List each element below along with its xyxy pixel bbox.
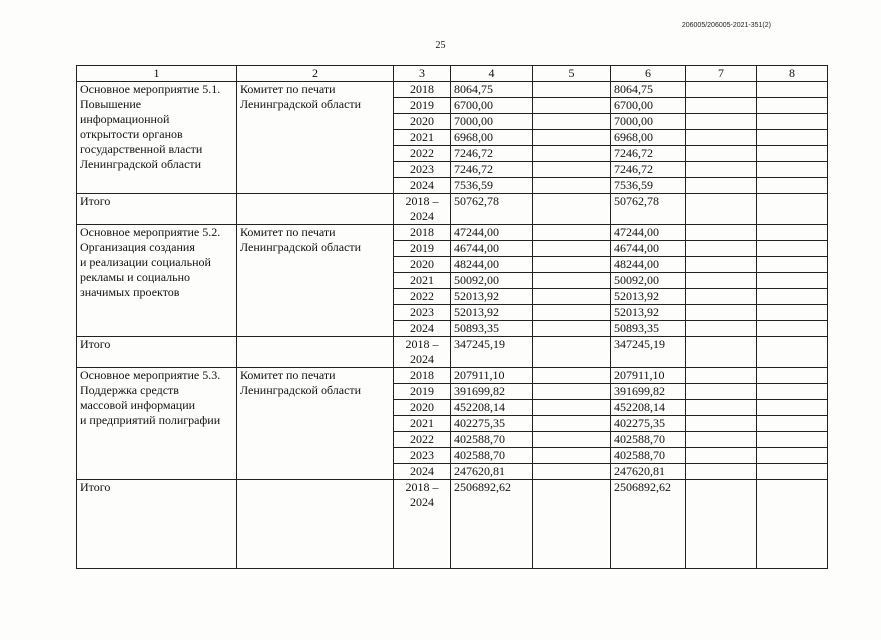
column-header: 4 [451, 66, 533, 82]
amount-col6-cell [611, 305, 686, 321]
amount-total-cell [451, 178, 533, 194]
amount-col6-cell-text: 7000,00 [614, 114, 653, 128]
executor-cell-text: Комитет по печати Ленинградской области [240, 225, 362, 254]
activity-cell-text: Основное мероприятие 5.2. Организация создания и реализации социальной рекламы и социально значимых проектов [80, 225, 221, 299]
amount-total-cell-text: 47244,00 [454, 225, 499, 239]
column-header: 7 [686, 66, 757, 82]
amount-col8-cell [757, 114, 828, 130]
amount-col6-cell [611, 82, 686, 98]
year-cell-text: 2020 [410, 400, 434, 414]
year-cell-text: 2021 [410, 416, 434, 430]
year-cell [394, 146, 451, 162]
amount-col6-cell-text: 207911,10 [614, 368, 665, 382]
amount-col6-cell [611, 98, 686, 114]
amount-col7-cell [686, 98, 757, 114]
amount-col6-cell-text: 52013,92 [614, 289, 659, 303]
column-number-row [77, 66, 828, 82]
amount-col8-cell [757, 432, 828, 448]
total-amount-cell [451, 337, 533, 368]
amount-col5-cell [533, 130, 611, 146]
total-col5-cell [533, 194, 611, 225]
total-amount-cell-text: 347245,19 [454, 337, 505, 351]
amount-col8-cell [757, 130, 828, 146]
year-cell-text: 2018 [410, 82, 434, 96]
amount-col6-cell [611, 448, 686, 464]
amount-total-cell [451, 162, 533, 178]
total-col8-cell [757, 480, 828, 569]
amount-col8-cell [757, 225, 828, 241]
amount-col5-cell [533, 241, 611, 257]
amount-col5-cell [533, 321, 611, 337]
year-cell [394, 432, 451, 448]
year-cell-text: 2019 [410, 384, 434, 398]
amount-col7-cell [686, 225, 757, 241]
year-cell-text: 2021 [410, 130, 434, 144]
amount-col7-cell [686, 289, 757, 305]
table-body [77, 66, 828, 569]
amount-col6-cell [611, 225, 686, 241]
total-period-cell-text: 2018 – 2024 [405, 337, 439, 366]
amount-col7-cell [686, 432, 757, 448]
year-cell [394, 130, 451, 146]
amount-col7-cell [686, 178, 757, 194]
amount-col6-cell [611, 178, 686, 194]
year-cell-text: 2020 [410, 257, 434, 271]
amount-col7-cell [686, 146, 757, 162]
amount-col5-cell [533, 416, 611, 432]
amount-total-cell-text: 50893,35 [454, 321, 499, 335]
activity-cell-text: Основное мероприятие 5.3. Поддержка средств массовой информации и предприятий полиграфии [80, 368, 221, 427]
amount-col7-cell [686, 400, 757, 416]
column-header: 5 [533, 66, 611, 82]
amount-total-cell [451, 432, 533, 448]
amount-col8-cell [757, 448, 828, 464]
amount-total-cell-text: 7246,72 [454, 162, 493, 176]
amount-col6-cell-text: 247620,81 [614, 464, 665, 478]
amount-total-cell-text: 402275,35 [454, 416, 505, 430]
amount-col5-cell [533, 384, 611, 400]
amount-col6-cell [611, 384, 686, 400]
total-label-cell-text: Итого [80, 480, 111, 494]
amount-col7-cell [686, 448, 757, 464]
table-row [77, 368, 828, 384]
year-cell [394, 225, 451, 241]
amount-col6-cell-text: 8064,75 [614, 82, 653, 96]
amount-col8-cell [757, 178, 828, 194]
column-header: 3 [394, 66, 451, 82]
amount-col6-cell-text: 402588,70 [614, 432, 665, 446]
total-row [77, 480, 828, 569]
year-cell [394, 98, 451, 114]
amount-col6-cell-text: 402588,70 [614, 448, 665, 462]
total-row [77, 194, 828, 225]
amount-col8-cell [757, 257, 828, 273]
amount-col8-cell [757, 98, 828, 114]
total-col7-cell [686, 337, 757, 368]
total-label-cell [77, 194, 237, 225]
amount-col7-cell [686, 130, 757, 146]
amount-col6-cell-text: 46744,00 [614, 241, 659, 255]
amount-col6-cell [611, 289, 686, 305]
year-cell-text: 2020 [410, 114, 434, 128]
amount-col5-cell [533, 98, 611, 114]
amount-col6-cell-text: 48244,00 [614, 257, 659, 271]
amount-col8-cell [757, 146, 828, 162]
amount-col6-cell [611, 368, 686, 384]
amount-total-cell-text: 402588,70 [454, 432, 505, 446]
amount-total-cell-text: 247620,81 [454, 464, 505, 478]
amount-total-cell-text: 391699,82 [454, 384, 505, 398]
amount-col8-cell [757, 82, 828, 98]
amount-col5-cell [533, 432, 611, 448]
year-cell [394, 416, 451, 432]
amount-col6-cell-text: 402275,35 [614, 416, 665, 430]
amount-col7-cell [686, 273, 757, 289]
amount-col5-cell [533, 162, 611, 178]
year-cell [394, 114, 451, 130]
total-col5-cell [533, 480, 611, 569]
amount-col5-cell [533, 464, 611, 480]
year-cell [394, 257, 451, 273]
total-executor-cell [237, 194, 394, 225]
year-cell-text: 2019 [410, 241, 434, 255]
amount-col5-cell [533, 225, 611, 241]
amount-col6-cell [611, 321, 686, 337]
amount-col8-cell [757, 289, 828, 305]
total-label-cell-text: Итого [80, 337, 111, 351]
total-col6-cell [611, 337, 686, 368]
amount-total-cell-text: 46744,00 [454, 241, 499, 255]
amount-col5-cell [533, 273, 611, 289]
amount-total-cell-text: 7536,59 [454, 178, 493, 192]
total-col6-cell [611, 480, 686, 569]
amount-total-cell-text: 452208,14 [454, 400, 505, 414]
amount-col7-cell [686, 305, 757, 321]
amount-col8-cell [757, 321, 828, 337]
total-period-cell [394, 194, 451, 225]
funding-table [76, 65, 828, 569]
amount-total-cell-text: 50092,00 [454, 273, 499, 287]
amount-col8-cell [757, 368, 828, 384]
total-period-cell [394, 337, 451, 368]
year-cell [394, 368, 451, 384]
amount-col6-cell-text: 7246,72 [614, 162, 653, 176]
amount-total-cell [451, 241, 533, 257]
column-header: 1 [77, 66, 237, 82]
year-cell [394, 289, 451, 305]
amount-total-cell-text: 402588,70 [454, 448, 505, 462]
amount-col6-cell [611, 162, 686, 178]
column-header: 6 [611, 66, 686, 82]
amount-col8-cell [757, 384, 828, 400]
year-cell-text: 2023 [410, 162, 434, 176]
amount-total-cell-text: 7000,00 [454, 114, 493, 128]
executor-cell [237, 82, 394, 194]
amount-col7-cell [686, 321, 757, 337]
amount-total-cell [451, 384, 533, 400]
amount-col6-cell-text: 6700,00 [614, 98, 653, 112]
total-row [77, 337, 828, 368]
amount-col6-cell-text: 7536,59 [614, 178, 653, 192]
amount-col7-cell [686, 241, 757, 257]
amount-col6-cell [611, 273, 686, 289]
page-number: 25 [435, 40, 446, 51]
amount-total-cell [451, 416, 533, 432]
amount-col5-cell [533, 146, 611, 162]
amount-col7-cell [686, 82, 757, 98]
amount-total-cell [451, 321, 533, 337]
year-cell [394, 305, 451, 321]
activity-cell-text: Основное мероприятие 5.1. Повышение информационной открытости органов государственной власти Ленинградской области [80, 82, 221, 171]
year-cell-text: 2021 [410, 273, 434, 287]
total-col8-cell [757, 194, 828, 225]
activity-cell [77, 368, 237, 480]
total-col6-cell-text: 2506892,62 [614, 480, 671, 494]
total-col6-cell [611, 194, 686, 225]
year-cell [394, 464, 451, 480]
year-cell [394, 321, 451, 337]
total-period-cell-text: 2018 – 2024 [405, 194, 439, 223]
amount-col8-cell [757, 162, 828, 178]
year-cell [394, 448, 451, 464]
total-amount-cell-text: 50762,78 [454, 194, 499, 208]
amount-total-cell-text: 48244,00 [454, 257, 499, 271]
amount-total-cell [451, 448, 533, 464]
activity-cell [77, 82, 237, 194]
year-cell [394, 162, 451, 178]
amount-col7-cell [686, 162, 757, 178]
amount-col6-cell [611, 400, 686, 416]
table-row [77, 225, 828, 241]
amount-total-cell [451, 98, 533, 114]
amount-col8-cell [757, 273, 828, 289]
year-cell-text: 2024 [410, 321, 434, 335]
amount-total-cell-text: 52013,92 [454, 305, 499, 319]
amount-col6-cell [611, 416, 686, 432]
year-cell [394, 384, 451, 400]
amount-col5-cell [533, 114, 611, 130]
amount-total-cell [451, 82, 533, 98]
year-cell-text: 2023 [410, 305, 434, 319]
year-cell-text: 2023 [410, 448, 434, 462]
amount-col7-cell [686, 384, 757, 400]
amount-total-cell [451, 368, 533, 384]
total-period-cell [394, 480, 451, 569]
amount-total-cell [451, 225, 533, 241]
total-col6-cell-text: 347245,19 [614, 337, 665, 351]
amount-total-cell-text: 6700,00 [454, 98, 493, 112]
year-cell-text: 2024 [410, 178, 434, 192]
total-executor-cell [237, 337, 394, 368]
total-col6-cell-text: 50762,78 [614, 194, 659, 208]
amount-total-cell-text: 52013,92 [454, 289, 499, 303]
total-amount-cell [451, 480, 533, 569]
year-cell-text: 2024 [410, 464, 434, 478]
amount-col6-cell [611, 432, 686, 448]
year-cell-text: 2022 [410, 432, 434, 446]
total-amount-cell [451, 194, 533, 225]
amount-col6-cell [611, 464, 686, 480]
amount-col6-cell-text: 391699,82 [614, 384, 665, 398]
amount-col7-cell [686, 416, 757, 432]
amount-total-cell [451, 257, 533, 273]
total-label-cell [77, 337, 237, 368]
amount-total-cell [451, 400, 533, 416]
amount-col6-cell-text: 50092,00 [614, 273, 659, 287]
amount-col6-cell [611, 257, 686, 273]
amount-col8-cell [757, 416, 828, 432]
table-row [77, 82, 828, 98]
total-col5-cell [533, 337, 611, 368]
year-cell-text: 2018 [410, 225, 434, 239]
total-period-cell-text: 2018 – 2024 [405, 480, 439, 509]
amount-col6-cell-text: 52013,92 [614, 305, 659, 319]
amount-total-cell [451, 146, 533, 162]
total-label-cell-text: Итого [80, 194, 111, 208]
amount-col8-cell [757, 464, 828, 480]
amount-total-cell [451, 289, 533, 305]
executor-cell [237, 368, 394, 480]
year-cell [394, 178, 451, 194]
year-cell-text: 2018 [410, 368, 434, 382]
total-col7-cell [686, 480, 757, 569]
amount-total-cell [451, 130, 533, 146]
executor-cell-text: Комитет по печати Ленинградской области [240, 82, 362, 111]
amount-col5-cell [533, 257, 611, 273]
total-label-cell [77, 480, 237, 569]
amount-col5-cell [533, 448, 611, 464]
amount-col6-cell-text: 6968,00 [614, 130, 653, 144]
year-cell [394, 241, 451, 257]
amount-total-cell-text: 8064,75 [454, 82, 493, 96]
amount-col6-cell [611, 130, 686, 146]
amount-col5-cell [533, 400, 611, 416]
amount-col6-cell-text: 50893,35 [614, 321, 659, 335]
amount-col6-cell-text: 452208,14 [614, 400, 665, 414]
amount-col6-cell [611, 241, 686, 257]
column-header: 8 [757, 66, 828, 82]
amount-total-cell [451, 305, 533, 321]
amount-col5-cell [533, 178, 611, 194]
total-col8-cell [757, 337, 828, 368]
amount-col7-cell [686, 257, 757, 273]
amount-col7-cell [686, 464, 757, 480]
year-cell [394, 273, 451, 289]
amount-col8-cell [757, 305, 828, 321]
amount-total-cell [451, 114, 533, 130]
amount-col6-cell-text: 47244,00 [614, 225, 659, 239]
column-header: 2 [237, 66, 394, 82]
amount-col5-cell [533, 82, 611, 98]
amount-col6-cell [611, 114, 686, 130]
amount-total-cell-text: 7246,72 [454, 146, 493, 160]
executor-cell [237, 225, 394, 337]
total-amount-cell-text: 2506892,62 [454, 480, 511, 494]
total-col7-cell [686, 194, 757, 225]
document-id: 206005/206005-2021-351(2) [681, 22, 771, 29]
amount-col5-cell [533, 368, 611, 384]
amount-col5-cell [533, 289, 611, 305]
amount-total-cell [451, 273, 533, 289]
amount-col8-cell [757, 241, 828, 257]
amount-col8-cell [757, 400, 828, 416]
year-cell-text: 2022 [410, 146, 434, 160]
activity-cell [77, 225, 237, 337]
year-cell-text: 2019 [410, 98, 434, 112]
amount-total-cell-text: 207911,10 [454, 368, 505, 382]
total-executor-cell [237, 480, 394, 569]
amount-col7-cell [686, 114, 757, 130]
executor-cell-text: Комитет по печати Ленинградской области [240, 368, 362, 397]
year-cell-text: 2022 [410, 289, 434, 303]
amount-total-cell-text: 6968,00 [454, 130, 493, 144]
amount-col6-cell [611, 146, 686, 162]
amount-total-cell [451, 464, 533, 480]
year-cell [394, 400, 451, 416]
amount-col5-cell [533, 305, 611, 321]
year-cell [394, 82, 451, 98]
amount-col6-cell-text: 7246,72 [614, 146, 653, 160]
amount-col7-cell [686, 368, 757, 384]
